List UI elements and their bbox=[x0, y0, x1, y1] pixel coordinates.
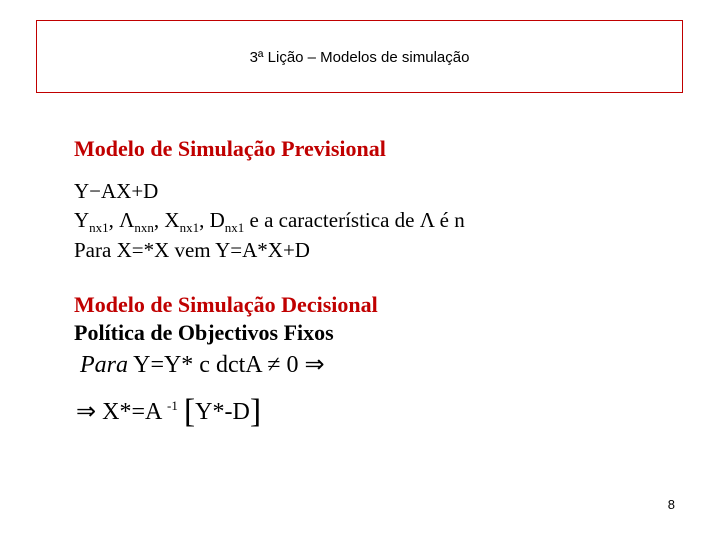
condition-expr: Y=Y* c dctA ≠ 0 bbox=[128, 352, 305, 378]
title-box bbox=[36, 20, 683, 93]
y-sub: nx1 bbox=[89, 220, 109, 236]
y-var: Y bbox=[74, 208, 90, 232]
d-var: D bbox=[209, 208, 225, 232]
implies-icon: ⇒ bbox=[76, 399, 97, 425]
section1-heading: Modelo de Simulação Previsional bbox=[74, 136, 386, 161]
x-sub: nx1 bbox=[179, 220, 200, 236]
inverse-exponent: -1 bbox=[166, 398, 178, 413]
sep-3: , bbox=[199, 208, 210, 232]
sep-2: , bbox=[153, 208, 165, 232]
bracket-inner: Y*-D bbox=[195, 399, 250, 425]
slide-title: 3ª Lição – Modelos de simulação bbox=[249, 49, 470, 66]
a-sub: nxn bbox=[134, 220, 154, 236]
d-sub: nx1 bbox=[224, 220, 245, 236]
a-var: Λ bbox=[119, 208, 135, 232]
x-var: X bbox=[164, 208, 180, 232]
section2-heading: Modelo de Simulação Decisional bbox=[74, 292, 378, 317]
right-bracket: ] bbox=[249, 393, 262, 430]
rank-text: e a característica de Λ é n bbox=[244, 208, 465, 232]
implies-icon: ⇒ bbox=[304, 352, 325, 378]
section2-subheading: Política de Objectivos Fixos bbox=[74, 320, 334, 345]
page-number: 8 bbox=[667, 497, 675, 512]
dimensions-line bbox=[74, 208, 465, 236]
left-bracket: [ bbox=[183, 393, 196, 430]
forecast-line: Para X=*X vem Y=A*X+D bbox=[74, 238, 310, 262]
sep-1: , bbox=[108, 208, 120, 232]
para-word: Para bbox=[80, 352, 128, 378]
solution-lhs: X*=A bbox=[96, 399, 167, 425]
solution-formula bbox=[76, 390, 261, 428]
condition-formula bbox=[80, 350, 325, 379]
equation-1: Y−AX+D bbox=[74, 179, 159, 203]
